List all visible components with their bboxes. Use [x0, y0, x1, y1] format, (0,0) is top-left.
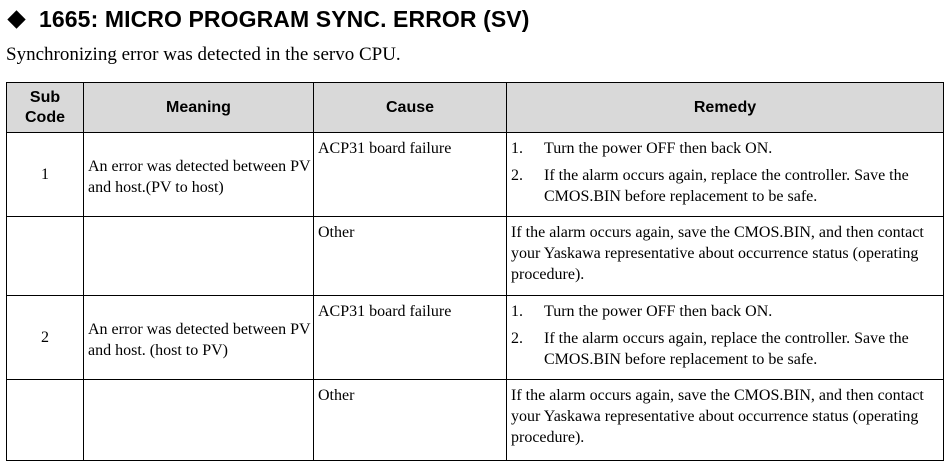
step-number: 2.: [511, 330, 523, 347]
remedy-cell: [507, 217, 944, 296]
page-title-text: 1665: MICRO PROGRAM SYNC. ERROR (SV): [39, 5, 530, 32]
header-subcode-line1: Sub: [29, 88, 61, 106]
cause-cell: ACP31 board failure: [314, 133, 507, 217]
cause-cell: Other: [314, 380, 507, 461]
subcode-cell: [7, 217, 84, 296]
meaning-cell: An error was detected between PV and host.(PV to host): [84, 133, 314, 217]
step-text: If the alarm occurs again, replace the controller. Save the CMOS.BIN before replacement to be safe.: [544, 330, 909, 368]
step-number: 1.: [511, 303, 523, 320]
remedy-text: If the alarm occurs again, save the CMOS.BIN, and then contact your Yaskawa representative about occurrence status (operating procedure).: [511, 224, 924, 283]
table-row: [7, 296, 944, 380]
intro-text: Synchronizing error was detected in the servo CPU.: [6, 44, 401, 65]
remedy-step: [511, 301, 939, 322]
remedy-cell: [507, 133, 944, 217]
cause-cell: Other: [314, 217, 507, 296]
meaning-cell: [84, 217, 314, 296]
remedy-steps: [511, 301, 939, 370]
diamond-bullet-icon: [7, 10, 25, 28]
table-header-row: [7, 83, 944, 133]
alarm-table: [6, 82, 944, 461]
remedy-steps: [511, 138, 939, 207]
remedy-step: [511, 328, 939, 370]
remedy-text: If the alarm occurs again, save the CMOS.BIN, and then contact your Yaskawa representative about occurrence status (operating procedure).: [511, 387, 924, 446]
remedy-cell: [507, 380, 944, 461]
step-number: 2.: [511, 167, 523, 184]
step-text: Turn the power OFF then back ON.: [544, 303, 773, 320]
header-subcode-line2: Code: [25, 108, 65, 126]
subcode-cell: [7, 380, 84, 461]
table-row: [7, 380, 944, 461]
meaning-cell: [84, 380, 314, 461]
remedy-cell: [507, 296, 944, 380]
header-cause: Cause: [314, 83, 507, 133]
subcode-cell: 1: [7, 133, 84, 217]
header-remedy: Remedy: [507, 83, 944, 133]
remedy-step: [511, 138, 939, 159]
table-row: [7, 133, 944, 217]
meaning-cell: An error was detected between PV and host. (host to PV): [84, 296, 314, 380]
step-text: If the alarm occurs again, replace the controller. Save the CMOS.BIN before replacement to be safe.: [544, 167, 909, 205]
step-text: Turn the power OFF then back ON.: [544, 140, 773, 157]
header-meaning: Meaning: [84, 83, 314, 133]
subcode-cell: 2: [7, 296, 84, 380]
remedy-step: [511, 165, 939, 207]
cause-cell: ACP31 board failure: [314, 296, 507, 380]
page-title: [6, 4, 530, 34]
table-row: [7, 217, 944, 296]
step-number: 1.: [511, 140, 523, 157]
header-subcode: [7, 83, 84, 133]
